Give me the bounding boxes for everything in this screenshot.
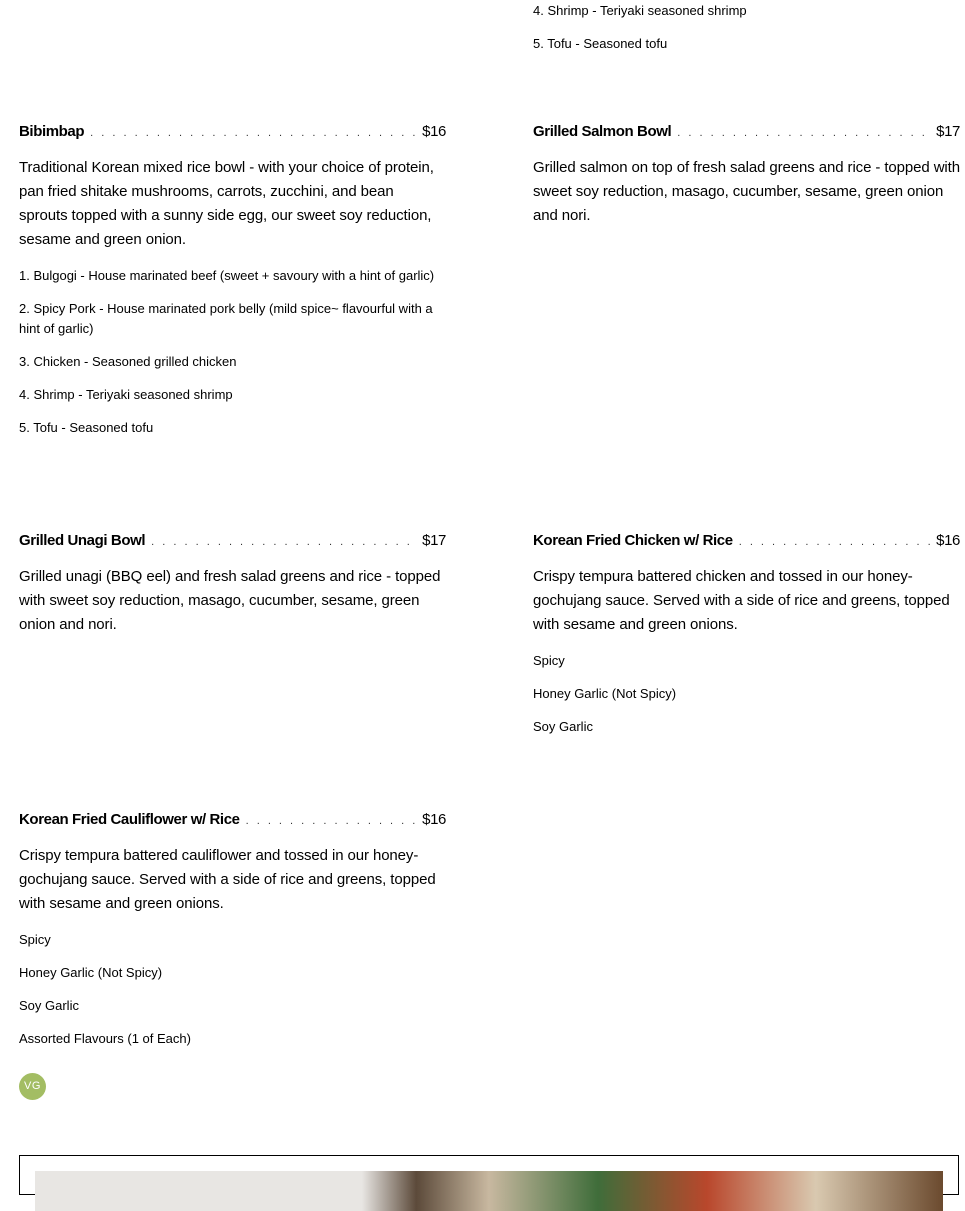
option-item: 2. Spicy Pork - House marinated pork belly (mild spice~ flavourful with a hint of garlic) [19,301,433,336]
menu-item-price: $16 [422,811,446,828]
menu-item-price: $17 [422,532,446,549]
menu-item-header [533,532,960,554]
menu-item-description: Grilled unagi (BBQ eel) and fresh salad greens and rice - topped with sweet soy reduction, masago, cucumber, sesame, green onion and nori. [19,568,441,633]
flavour-options [533,651,960,737]
menu-item-bibimbap [19,123,446,438]
menu-item-name: Bibimbap [19,123,85,140]
menu-item-price: $16 [936,532,960,549]
menu-item-name: Korean Fried Chicken w/ Rice [533,532,733,549]
flavour-options [19,930,446,1049]
menu-item-name: Korean Fried Cauliflower w/ Rice [19,811,240,828]
leader-dots [677,127,930,139]
food-photo-frame [19,1155,959,1195]
previous-item-options [533,1,960,54]
option-item: 5. Tofu - Seasoned tofu [533,36,668,51]
option-item: Honey Garlic (Not Spicy) [19,965,163,980]
menu-item-description: Crispy tempura battered chicken and tossed in our honey-gochujang sauce. Served with a side of rice and greens, topped with sesame and green onions. [533,568,950,633]
option-item: Spicy [533,653,565,668]
menu-item-description: Grilled salmon on top of fresh salad greens and rice - topped with sweet soy reduction, masago, cucumber, sesame, green onion and nori. [533,159,960,224]
menu-item-name: Grilled Unagi Bowl [19,532,146,549]
menu-item-price: $17 [936,123,960,140]
option-item: 3. Chicken - Seasoned grilled chicken [19,354,237,369]
leader-dots [739,536,930,548]
menu-item-header [19,532,446,554]
option-item: 4. Shrimp - Teriyaki seasoned shrimp [19,387,233,402]
menu-item-header [19,811,446,833]
menu-item-korean-fried-cauliflower [19,811,446,1049]
leader-dots [246,815,417,827]
menu-item-header [533,123,960,145]
option-item: 1. Bulgogi - House marinated beef (sweet + savoury with a hint of garlic) [19,268,435,283]
leader-dots [151,536,416,548]
food-photo-image [35,1171,943,1211]
option-item: Assorted Flavours (1 of Each) [19,1031,191,1046]
menu-item-price: $16 [422,123,446,140]
option-item: 4. Shrimp - Teriyaki seasoned shrimp [533,3,747,18]
option-item: Soy Garlic [19,998,79,1013]
option-item: Honey Garlic (Not Spicy) [533,686,677,701]
menu-item-description: Crispy tempura battered cauliflower and tossed in our honey-gochujang sauce. Served with a side of rice and greens, topped with sesame and green onions. [19,847,436,912]
menu-item-name: Grilled Salmon Bowl [533,123,672,140]
menu-item-header [19,123,446,145]
protein-options [19,266,446,438]
option-item: 5. Tofu - Seasoned tofu [19,420,154,435]
menu-item-korean-fried-chicken [533,532,960,737]
menu-item-grilled-salmon-bowl [533,123,960,228]
menu-item-grilled-unagi-bowl [19,532,446,637]
option-item: Spicy [19,932,51,947]
leader-dots [90,127,416,139]
vegetarian-badge-icon: VG [19,1073,46,1100]
menu-item-description: Traditional Korean mixed rice bowl - with your choice of protein, pan fried shitake mushrooms, carrots, zucchini, and bean sprouts topped with a sunny side egg, our sweet soy reduction, sesame and green onion. [19,159,434,248]
option-item: Soy Garlic [533,719,593,734]
